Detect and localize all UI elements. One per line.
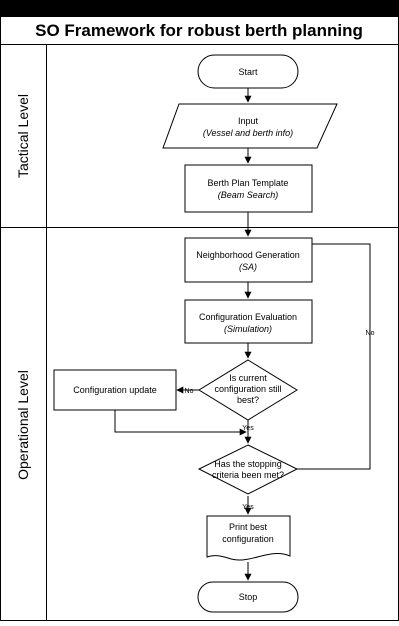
lane-label-tactical: Tactical Level	[15, 93, 31, 179]
neighborhood-sublabel: (SA)	[239, 262, 257, 272]
evaluation-sublabel: (Simulation)	[223, 324, 273, 334]
template-node	[185, 165, 312, 212]
edge-label-yes-continue: Yes	[242, 425, 254, 432]
decision2-line1: Has the stopping	[214, 459, 282, 469]
evaluation-label: Configuration Evaluation	[198, 312, 298, 322]
neighborhood-node	[185, 238, 312, 282]
lane-label-operational: Operational Level	[15, 370, 31, 480]
decision1-line3: best?	[236, 395, 260, 405]
edge-label-no-update: No	[184, 388, 194, 395]
update-label: Configuration update	[73, 385, 157, 395]
input-label: Input	[237, 116, 259, 126]
template-label: Berth Plan Template	[207, 178, 289, 188]
print-line1: Print best	[228, 522, 268, 532]
edge-label-yes-print: Yes	[242, 504, 254, 511]
neighborhood-label: Neighborhood Generation	[196, 250, 300, 260]
top-bar	[0, 0, 399, 16]
input-node	[163, 104, 337, 148]
stop-label: Stop	[238, 592, 258, 602]
decision1-line2: configuration still	[214, 384, 282, 394]
diagram-title: SO Framework for robust berth planning	[35, 21, 363, 40]
start-label: Start	[238, 67, 258, 77]
template-sublabel: (Beam Search)	[217, 190, 279, 200]
decision1-line1: Is current	[229, 373, 267, 383]
edge-label-no-loop: No	[365, 330, 375, 337]
decision2-line2: criteria been met?	[211, 470, 285, 480]
print-line2: configuration	[222, 534, 274, 544]
input-sublabel: (Vessel and berth info)	[202, 128, 294, 138]
